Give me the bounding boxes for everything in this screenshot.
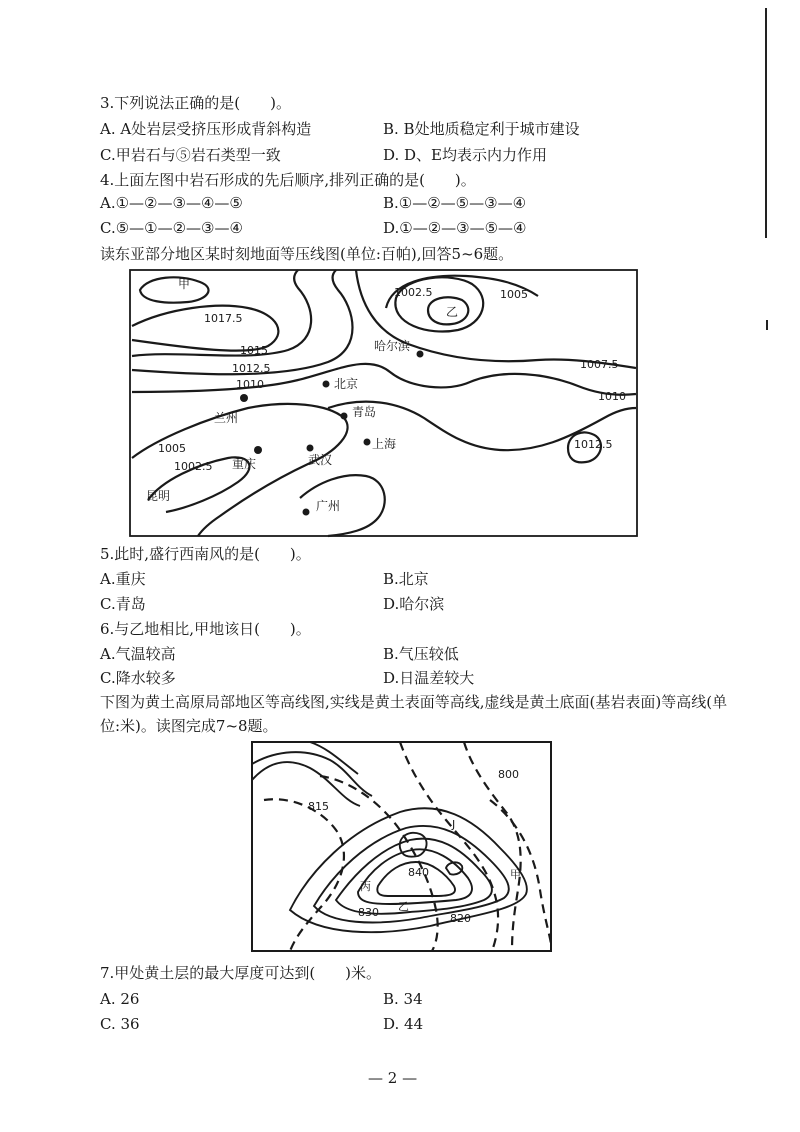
q5-option-b: B.北京 (383, 570, 429, 588)
contour-label-820: 820 (450, 912, 471, 925)
place-label-lanzhou: 兰州 (214, 411, 239, 425)
city-dot-harbin (417, 351, 424, 358)
surface-contour (310, 742, 358, 774)
city-dot-beijing (323, 381, 330, 388)
isobar-label-1012-5-east: 1012.5 (574, 438, 613, 451)
q4-option-d: D.①—②—③—⑤—④ (383, 219, 527, 237)
q4-stem: 4.上面左图中岩石形成的先后顺序,排列正确的是( )。 (100, 171, 476, 189)
place-label-chongqing: 重庆 (232, 457, 257, 471)
isobar-line (140, 277, 209, 302)
isobar-map (128, 268, 640, 540)
city-dot-shanghai (364, 439, 371, 446)
place-label-wuhan: 武汉 (308, 453, 333, 467)
city-dot-wuhan (307, 445, 314, 452)
isobar-label-1010-west: 1010 (236, 378, 264, 391)
isobar-label-1002-5-north: 1002.5 (394, 286, 433, 299)
surface-contour (252, 752, 372, 796)
isobar-label-1005-west: 1005 (158, 442, 186, 455)
q4-option-b: B.①—②—⑤—③—④ (383, 194, 527, 212)
isobar-label-1017-5: 1017.5 (204, 312, 243, 325)
city-dot-lanzhou (240, 394, 248, 402)
point-label-yi: 乙 (398, 900, 409, 913)
q3-option-c: C.甲岩石与⑤岩石类型一致 (100, 146, 281, 164)
scan-edge-mark (766, 320, 768, 330)
page-number: — 2 — (368, 1069, 418, 1087)
place-label-guangzhou: 广州 (316, 499, 341, 513)
city-dot-qingdao (341, 413, 348, 420)
contour-label-830: 830 (358, 906, 379, 919)
point-label-jia: 甲 (510, 868, 521, 881)
q3-option-d: D. D、E均表示内力作用 (383, 146, 548, 164)
q3-option-b: B. B处地质稳定利于城市建设 (383, 120, 580, 138)
contour-label-815: 815 (308, 800, 329, 813)
place-label-harbin: 哈尔滨 (374, 339, 411, 353)
city-dot-chongqing (254, 446, 262, 454)
place-label-kunming: 昆明 (146, 489, 171, 503)
contour-map (250, 740, 554, 954)
isobar-line (300, 475, 385, 536)
q5-option-d: D.哈尔滨 (383, 595, 445, 613)
isobar-line (132, 364, 636, 395)
q6-option-c: C.降水较多 (100, 669, 176, 687)
q5-option-c: C.青岛 (100, 595, 146, 613)
isobar-label-1007-5: 1007.5 (580, 358, 619, 371)
contour-label-840: 840 (408, 866, 429, 879)
point-label-bing: 丙 (360, 880, 371, 893)
q3-option-a: A. A处岩层受挤压形成背斜构造 (100, 120, 312, 138)
q4-option-a: A.①—②—③—④—⑤ (100, 194, 243, 212)
q6-option-b: B.气压较低 (383, 645, 459, 663)
q3-stem: 3.下列说法正确的是( )。 (100, 94, 292, 112)
q7-option-c: C. 36 (100, 1015, 140, 1033)
isobar-label-1005-north: 1005 (500, 288, 528, 301)
place-label-yi: 乙 (446, 305, 459, 319)
intro-questions-5-6: 读东亚部分地区某时刻地面等压线图(单位:百帕),回答5~6题。 (100, 245, 514, 263)
place-label-shanghai: 上海 (372, 437, 397, 451)
q7-option-a: A. 26 (100, 990, 140, 1008)
isobar-label-1010-east: 1010 (598, 390, 626, 403)
q4-option-c: C.⑤—①—②—③—④ (100, 219, 243, 237)
bedrock-contour (320, 776, 438, 951)
q7-option-d: D. 44 (383, 1015, 424, 1033)
isobar-line (356, 270, 636, 368)
q5-stem: 5.此时,盛行西南风的是( )。 (100, 545, 311, 563)
q6-option-d: D.日温差较大 (383, 669, 475, 687)
isobar-label-1012-5: 1012.5 (232, 362, 271, 375)
place-label-beijing: 北京 (334, 377, 359, 391)
scan-edge-line (765, 8, 767, 238)
q6-option-a: A.气温较高 (100, 645, 176, 663)
q7-option-b: B. 34 (383, 990, 423, 1008)
q5-option-a: A.重庆 (100, 570, 146, 588)
isobar-label-1002-5-west: 1002.5 (174, 460, 213, 473)
intro-questions-7-8: 下图为黄土高原局部地区等高线图,实线是黄土表面等高线,虚线是黄土底面(基岩表面)等高线(单位:米)。读图完成7~8题。 (100, 693, 728, 735)
city-dot-guangzhou (303, 509, 310, 516)
contour-label-800: 800 (498, 768, 519, 781)
place-label-jia: 甲 (178, 277, 191, 291)
place-label-qingdao: 青岛 (352, 405, 377, 419)
q7-stem: 7.甲处黄土层的最大厚度可达到( )米。 (100, 964, 382, 982)
isobar-label-1015: 1015 (240, 344, 268, 357)
point-label-j: J (452, 818, 456, 831)
q6-stem: 6.与乙地相比,甲地该日( )。 (100, 620, 311, 638)
